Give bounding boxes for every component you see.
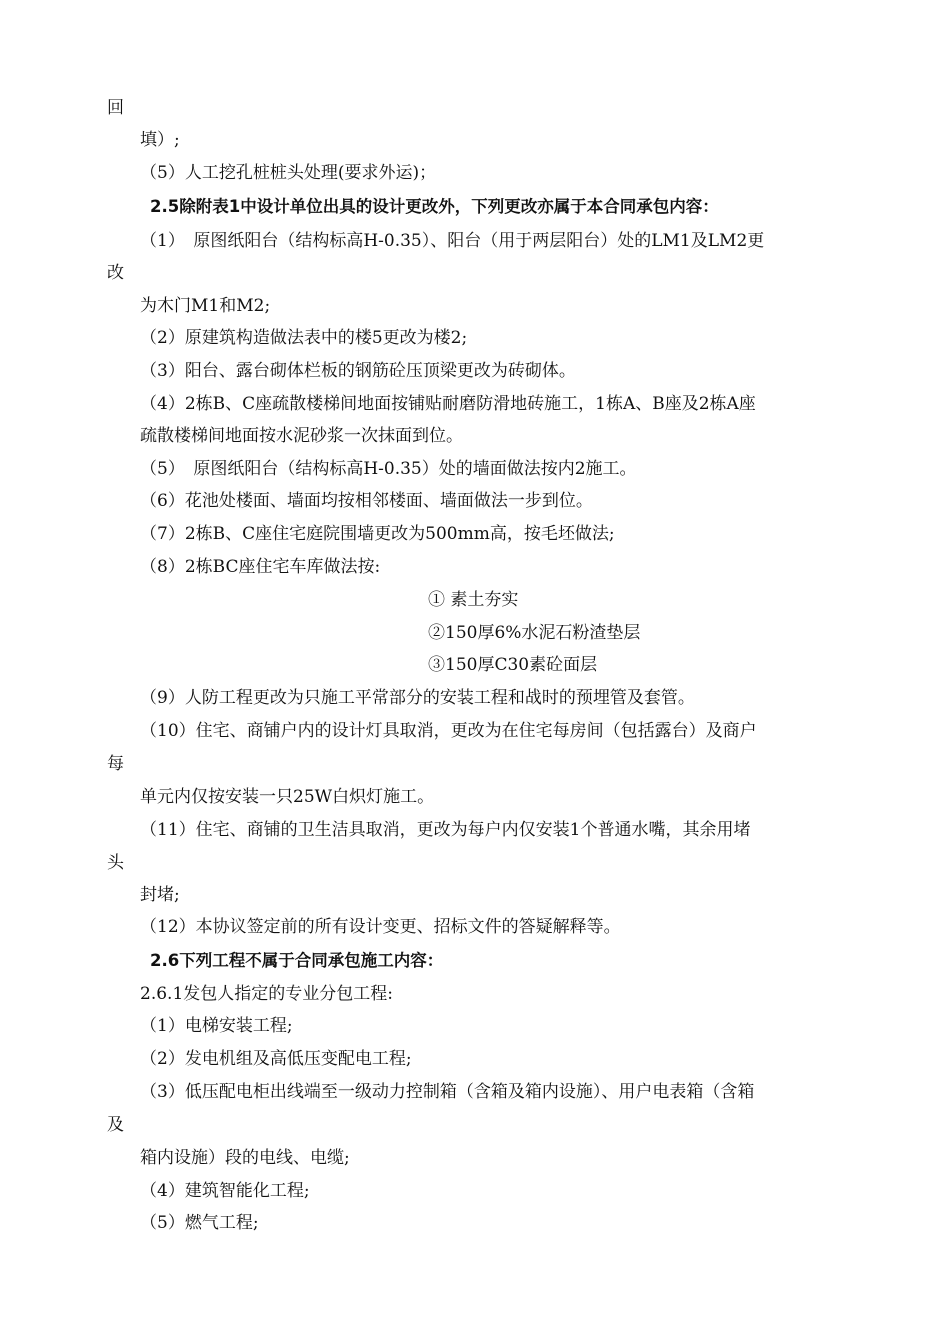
text-line: （12）本协议签定前的所有设计变更、招标文件的答疑解释等。 bbox=[140, 917, 621, 937]
text-line: 封堵; bbox=[140, 885, 180, 905]
text-line: 填）; bbox=[140, 130, 180, 150]
section-heading: 2.6下列工程不属于合同承包施工内容： bbox=[150, 951, 444, 970]
text-line: 每 bbox=[107, 754, 124, 774]
section-heading: 2.5除附表1中设计单位出具的设计更改外，下列更改亦属于本合同承包内容： bbox=[150, 197, 719, 216]
text-line: （10）住宅、商铺户内的设计灯具取消，更改为在住宅每房间（包括露台）及商户 bbox=[140, 721, 757, 741]
text-line: （6）花池处楼面、墙面均按相邻楼面、墙面做法一步到位。 bbox=[140, 491, 593, 511]
text-line: （3）阳台、露台砌体栏板的钢筋砼压顶梁更改为砖砌体。 bbox=[140, 361, 576, 381]
list-item: ③150厚C30素砼面层 bbox=[428, 655, 598, 675]
text-line: （5）人工挖孔桩桩头处理(要求外运)； bbox=[140, 163, 437, 183]
text-line: （3）低压配电柜出线端至一级动力控制箱（含箱及箱内设施）、用户电表箱（含箱 bbox=[140, 1082, 755, 1102]
text-line: （8）2栋BC座住宅车库做法按: bbox=[140, 557, 381, 577]
text-line: 头 bbox=[107, 853, 124, 873]
text-line: （4）建筑智能化工程; bbox=[140, 1181, 310, 1201]
text-line: （5）燃气工程; bbox=[140, 1213, 259, 1233]
text-line: 疏散楼梯间地面按水泥砂浆一次抹面到位。 bbox=[140, 426, 463, 446]
text-line: （4）2栋B、C座疏散楼梯间地面按铺贴耐磨防滑地砖施工，1栋A、B座及2栋A座 bbox=[140, 394, 756, 414]
text-line: （7）2栋B、C座住宅庭院围墙更改为500mm高，按毛坯做法; bbox=[140, 524, 615, 544]
text-line: 回 bbox=[107, 98, 124, 118]
text-line: 2.6.1发包人指定的专业分包工程: bbox=[140, 984, 393, 1004]
list-item: ②150厚6%水泥石粉渣垫层 bbox=[428, 623, 641, 643]
text-line: （5） 原图纸阳台（结构标高H-0.35）处的墙面做法按内2施工。 bbox=[140, 459, 637, 479]
text-line: 单元内仅按安装一只25W白炽灯施工。 bbox=[140, 787, 435, 807]
list-item: ① 素土夯实 bbox=[428, 590, 519, 610]
text-line: 及 bbox=[107, 1115, 124, 1135]
text-line: 改 bbox=[107, 263, 124, 283]
text-line: 为木门M1和M2; bbox=[140, 296, 271, 316]
text-line: 箱内设施）段的电线、电缆; bbox=[140, 1148, 350, 1168]
text-line: （2）发电机组及高低压变配电工程; bbox=[140, 1049, 412, 1069]
text-line: （9）人防工程更改为只施工平常部分的安装工程和战时的预埋管及套管。 bbox=[140, 688, 695, 708]
text-line: （1）电梯安装工程; bbox=[140, 1016, 293, 1036]
text-line: （2）原建筑构造做法表中的楼5更改为楼2; bbox=[140, 328, 468, 348]
text-line: （1） 原图纸阳台（结构标高H-0.35）、阳台（用于两层阳台）处的LM1及LM2更 bbox=[140, 231, 765, 251]
text-line: （11）住宅、商铺的卫生洁具取消，更改为每户内仅安装1个普通水嘴，其余用堵 bbox=[140, 820, 751, 840]
